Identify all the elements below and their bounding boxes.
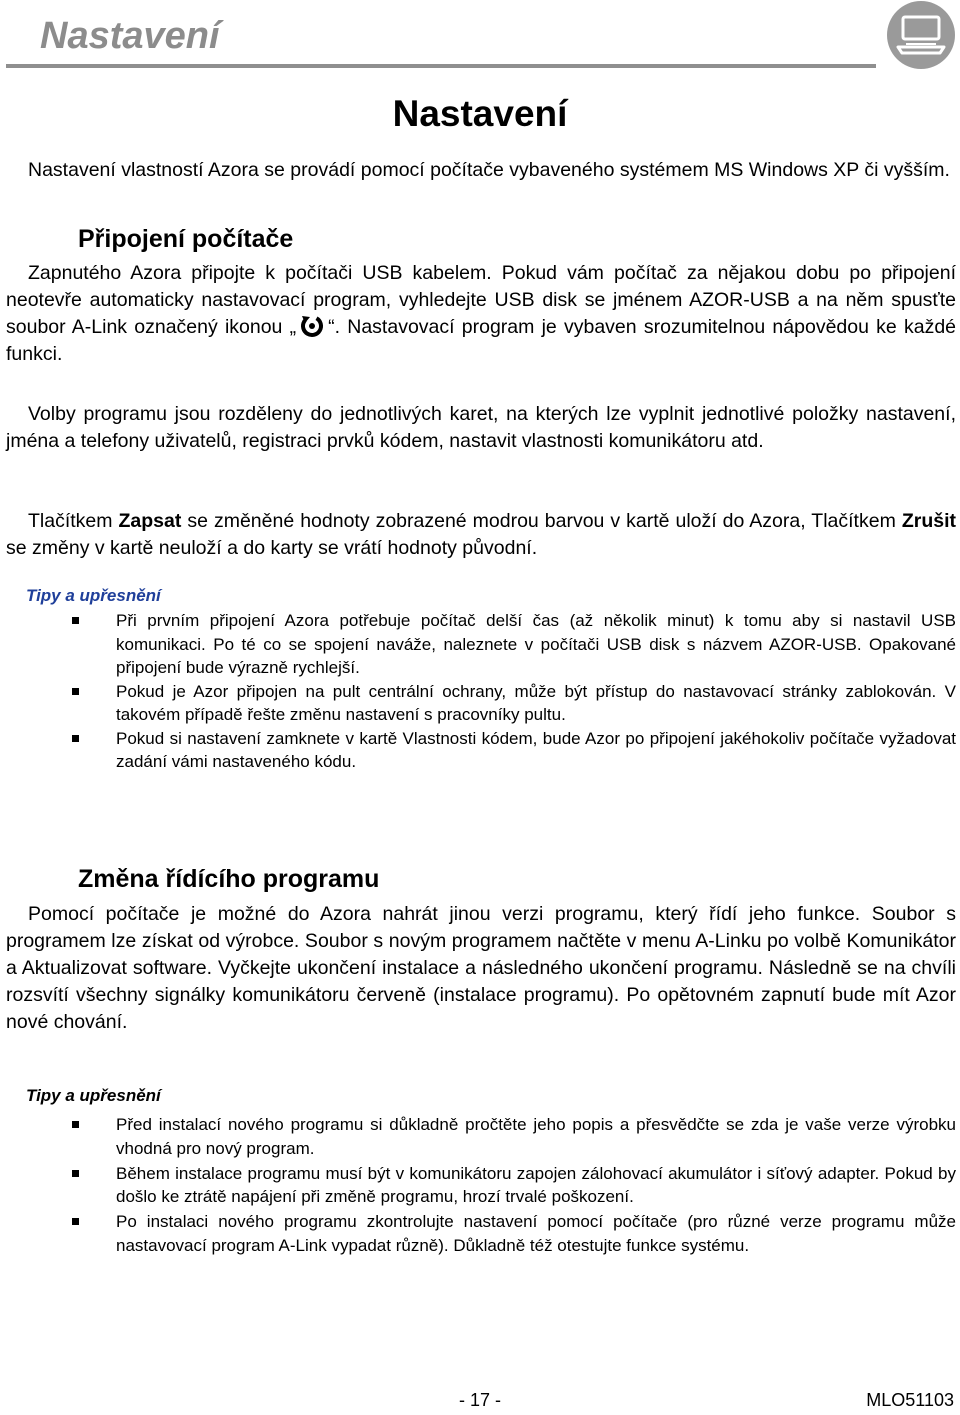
laptop-icon (886, 0, 956, 70)
list-item (0, 609, 956, 680)
bullet-icon (72, 688, 79, 695)
list-item (0, 1210, 956, 1257)
program-options-paragraph: Volby programu jsou rozděleny do jednotlivých karet, na kterých lze vyplnit jednotlivé položky nastavení, jména a telefony uživatelů, registraci prvků kódem, nastavit vlastnosti komunikátoru atd. (6, 403, 956, 452)
tip-text: Během instalace programu musí být v komunikátoru zapojen zálohovací akumulátor i síťový adapter. Pokud by došlo ke ztrátě napájení při změně programu, hrozí trvalé poškození. (116, 1163, 956, 1206)
page-number: - 17 - (458, 1390, 501, 1410)
buttons-text-1: Tlačítkem (28, 510, 119, 532)
tip-text: Pokud je Azor připojen na pult centrální ochrany, může být přístup do nastavovací stránky zablokován. V takovém případě řešte změnu nastavení s pracovníky pultu. (116, 681, 956, 724)
section-heading-connection: Připojení počítače (78, 225, 294, 253)
tips-list-1 (0, 609, 956, 774)
buttons-paragraph (6, 508, 956, 562)
save-button-name: Zapsat (118, 510, 182, 532)
page-title: Nastavení (392, 93, 568, 134)
firmware-paragraph: Pomocí počítače je možné do Azora nahrát jinou verzi programu, který řídí jeho funkce. Soubor s programem lze získat od výrobce. Soubor s novým programem načtěte v menu A-Linku po volbě Komunikátor a Aktualizovat software. Vyčkejte ukončení instalace a následného ukončení programu. Následně se na chvíli rozsvítí všechny signálky komunikátoru červeně (instalace programu). Po opětovném zapnutí bude mít Azor nové chování. (6, 903, 956, 1033)
tip-text: Při prvním připojení Azora potřebuje počítač delší čas (až několik minut) k tomu aby si nastavil USB komunikaci. Po té co se spojení naváže, naleznete v počítači USB disk s názvem AZOR-USB. Opakované připojení bude výrazně rychlejší. (116, 611, 956, 677)
bullet-icon (72, 617, 79, 624)
tip-text: Před instalací nového programu si důkladně pročtěte jeho popis a přesvědčte se zda je vaše verze výrobku vhodná pro nový program. (116, 1115, 956, 1158)
list-item (0, 1113, 956, 1160)
header-title: Nastavení (40, 15, 220, 57)
list-item (0, 727, 956, 774)
section-heading-firmware: Změna řídícího programu (78, 865, 380, 893)
cancel-button-name: Zrušit (901, 510, 956, 532)
tips-heading-2: Tipy a upřesnění (26, 1086, 161, 1105)
list-item (0, 1162, 956, 1209)
bullet-icon (72, 1170, 79, 1177)
tip-text: Po instalaci nového programu zkontrolujte nastavení pomocí počítače (pro různé verze programu může nastavovací program A-Link vypadat různě). Důkladně též otestujte funkce systému. (116, 1212, 956, 1255)
tip-text: Pokud si nastavení zamknete v kartě Vlastnosti kódem, bude Azor po připojení jakéhokoliv počítače vyžadovat zadání vámi nastaveného kódu. (116, 728, 956, 771)
document-code: MLO51103 (866, 1390, 954, 1410)
tips-list-2 (0, 1113, 956, 1259)
list-item (0, 680, 956, 727)
bullet-icon (72, 1121, 79, 1128)
connection-text-start: Zapnutého Azora připojte k počítači USB kabelem. Pokud vám počítač za nějakou dobu po připojení neotevře automaticky nastavovací program, vyhledejte USB disk se jménem AZOR-USB a na něm spusťte soubor A-Link označený ikonou „ (6, 262, 956, 338)
buttons-text-2: se změněné hodnoty zobrazené modrou barvou v kartě uloží do Azora, Tlačítkem (181, 510, 902, 532)
header-divider (6, 64, 876, 68)
connection-paragraph (6, 260, 956, 368)
bullet-icon (72, 1218, 79, 1225)
a-link-icon (297, 314, 327, 338)
connection-text-end: “. Nastavovací program je vybaven srozumitelnou nápovědou ke každé funkci. (6, 316, 957, 365)
tips-heading-1: Tipy a upřesnění (26, 586, 161, 605)
intro-paragraph: Nastavení vlastností Azora se provádí pomocí počítače vybaveného systémem MS Windows XP či vyšším. (28, 159, 950, 181)
bullet-icon (72, 735, 79, 742)
buttons-text-3: se změny v kartě neuloží a do karty se vrátí hodnoty původní. (6, 537, 538, 559)
